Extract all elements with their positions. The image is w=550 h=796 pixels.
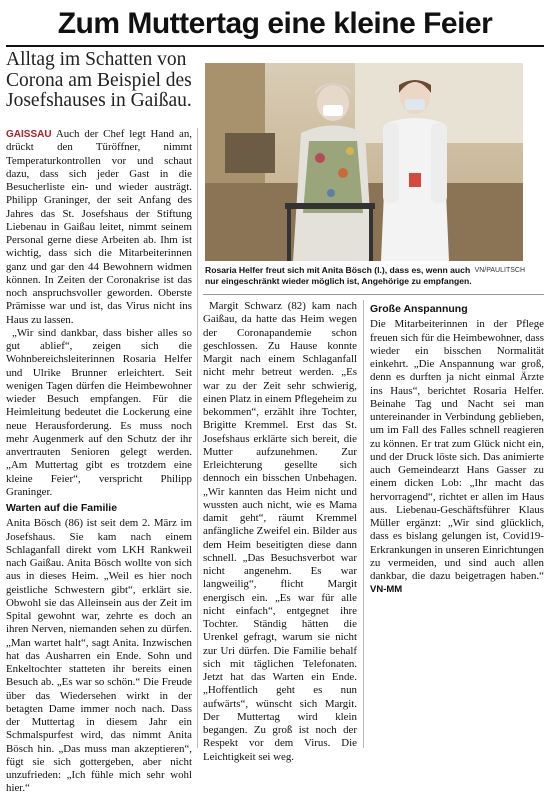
intro-paragraph: [6, 128, 192, 327]
column-divider: [197, 128, 198, 748]
caption-divider: [203, 294, 544, 295]
photo-caption: Rosaria Helfer freut sich mit Anita Bösch (l.), dass es, wenn auch nur eingeschränkt wieder möglich ist, Angehörige zu empfangen.: [205, 265, 472, 286]
article-photo: [205, 63, 523, 261]
article-column-1: [6, 128, 192, 796]
article-column-3: [370, 300, 544, 597]
article-column-2: [203, 300, 357, 764]
section-heading: Warten auf die Familie: [6, 502, 118, 514]
dateline: GAISSAU: [6, 129, 52, 140]
paragraph-1: Auch der Chef legt Hand an, drückt den Türöffner, nimmt Temperaturkontrollen vor und schaut dazu, dass sich jeder Gast in die Besucherliste ein- und wieder austrägt. Philipp Graninger, der seit Anfang des Jahres das St. Josefshaus der Stiftung Liebenau in Gaißau leitet, nimmt seinem Personal gerne diese Arbeiten ab. Ihm ist wichtig, dass sich die Mitarbeiterinnen ganz und gar den 44 Bewohnern widmen können. In Zeiten der Coronakrise ist das noch anspruchsvoller geworden. Oberste Prämisse war und ist, das Virus nicht ins Haus zu lassen.: [6, 128, 192, 326]
headline-rule: [6, 45, 544, 47]
subheadline: Alltag im Schatten von Corona am Beispiel des Josefshauses in Gaißau.: [6, 49, 192, 111]
paragraph-2: „Wir sind dankbar, dass bisher alles so gut ablief“, zeigen sich die Wohnbereichsleiterinnen Rosaria Helfer und Ulrike Brunner erleichtert. Seit wenigen Tagen dürfen die Heimbewohner wieder Besuch empfangen. Für die Heimleitung bedeutet die Lockerung eine neue Herausforderung. Es muss noch mehr Augenmerk auf den Schutz der ihr anvertrauten Senioren gelegt werden. „Am Muttertag gibt es trotzdem eine kleine Feier“, verspricht Philipp Graninger.: [6, 326, 192, 498]
paragraph-3: Anita Bösch (86) ist seit dem 2. März im Josefshaus. Sie kam nach einem Schlaganfall direkt vom LKH Rankweil nach Gaißau. Anita Bösch wollte von sich aus in dieses Heim. „Weil es hier noch geistliche Schwestern gibt“, erklärt sie. Obwohl sie das Alleinsein aus der Zeit im Spital gewohnt war, zehrte es doch an ihren Nerven, niemanden sehen zu dürfen. „Man wartet halt“, sagt Anita. Inzwischen hat das Ausharren ein Ende. Sohn und Enkeltochter statteten ihr bereits einen Besuch ab. „Es war so schön.“ Die Freude über das Wiedersehen wirkt in der betagten Dame immer noch nach. Dass der Muttertag in diesem Jahr ein Schmalspurfest wird, das nimmt Anita Bösch hin. „Das muss man akzeptieren“, fügt sie sich gottergeben, aber nicht unzufrieden: „Ich fühle mich sehr wohl hier.“: [6, 517, 192, 795]
column-divider: [363, 300, 364, 748]
headline: Zum Muttertag eine kleine Feier: [57, 7, 493, 40]
photo-caption-block: [205, 265, 525, 287]
paragraph-5: Die Mitarbeiterinnen in der Pflege freuen sich für die Heimbewohner, dass wieder ein bisschen Normalität einkehrt. „Die Anspannung war groß, denn es durften ja nicht einmal Ärzte ins Haus“, berichtet Rosaria Helfer. Beinahe Tag und Nacht sei man untereinander in Verbindung geblieben, um im Fall des Falles schnell reagieren zu können. Er trat zum Glück nicht ein, und der Druck löste sich. Das animierte auch Gemeindearzt Hans Gasser zu einem dicken Lob: „Ihr macht das hervorragend“, richtet er allen im Haus aus. Liebenau-Geschäftsführer Klaus Müller ergänzt: „Wir sind glücklich, dass es bislang gelungen ist, Covid19-Erkrankungen in unseren Einrichtungen zu vermeiden, und sind auch allen dankbar, die dazu beigetragen haben.“ VN-MM: [370, 318, 544, 596]
paragraph-4: Margit Schwarz (82) kam nach Gaißau, da hatte das Heim wegen der Coronapandemie schon geschlossen. Zu Hause konnte Margit nach einem Schlaganfall nicht mehr betreut werden. „Es war zu der Zeit sehr schwierig, einen Platz in einem Pflegeheim zu bekommen“, erzählt ihre Tochter, Brigitte Kremmel. Erst das St. Josefshaus erklärte sich bereit, die Mutter aufzunehmen. Zur Erleichterung gesellte sich dennoch ein bisschen Unbehagen. „Wir kannten das Heim nicht und wussten auch nicht, wie es Mama damit geht“, räumt Kremmel anfängliche Zweifel ein. Bilder aus dem Heim beseitigten diese dann schnell. „Das Besuchsverbot war nicht angenehm. Es war langweilig“, flicht Margit energisch ein. „Es war für alle nicht einfach“, entgegnet ihre Tochter. Ständig hätten die Urenkel gefragt, warum sie nicht zur Uri dürfen. Die Familie behalf sich mit täglichen Telefonaten. Jetzt hat das Warten ein Ende. „Hoffentlich geht es nun aufwärts“, wünscht sich Margit. Der Muttertag wird klein begangen. Zu groß ist noch der Respekt vor dem Virus. Die Leichtigkeit sei weg.: [203, 300, 357, 763]
photo-illustration: [205, 63, 523, 261]
photo-credit: VN/PAULITSCH: [474, 267, 525, 274]
author-signature: VN-MM: [370, 584, 403, 596]
section-heading: Große Anspannung: [370, 303, 468, 315]
